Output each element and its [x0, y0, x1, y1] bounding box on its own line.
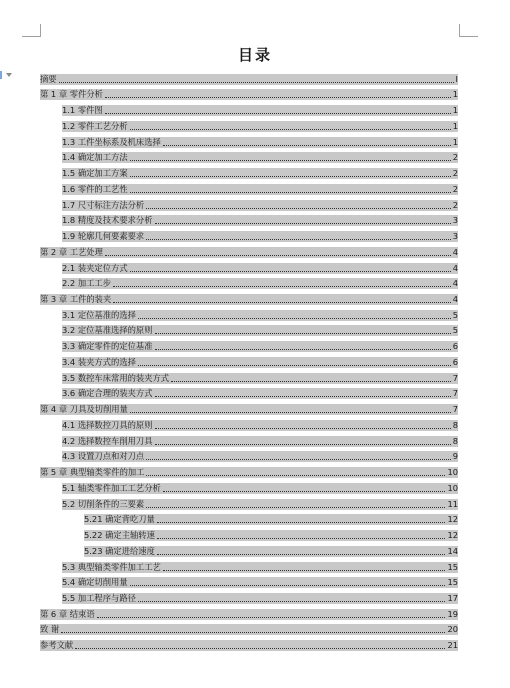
toc-dot-leader: [170, 373, 452, 384]
toc-dot-leader: [154, 215, 452, 226]
toc-entry[interactable]: [40, 399, 458, 415]
toc-entry-label: 3.3 确定零件的定位基准: [62, 341, 153, 352]
toc-page-number: 14: [447, 545, 458, 556]
toc-entry[interactable]: [40, 305, 458, 321]
toc-entry[interactable]: [40, 226, 458, 242]
toc-entry[interactable]: [40, 620, 458, 636]
toc-entry-label: 1.8 精度及技术要求分析: [62, 215, 153, 226]
toc-field-shading: [62, 325, 458, 336]
toc-field-shading: [62, 105, 458, 116]
toc-entry-label: 致 谢: [40, 624, 60, 635]
toc-field-shading: [62, 577, 458, 588]
toc-dot-leader: [162, 483, 447, 494]
toc-page-number: 3: [452, 215, 458, 226]
toc-entry-label: 1.4 确定加工方法: [62, 152, 128, 163]
toc-entry[interactable]: [40, 478, 458, 494]
toc-page-number: I: [455, 73, 458, 84]
toc-dot-leader: [145, 231, 452, 242]
toc-page-number: 10: [447, 467, 458, 478]
toc-dot-leader: [145, 467, 446, 478]
toc-entry-label: 1.3 工件坐标系及机床选择: [62, 136, 161, 147]
toc-entry-label: 5.2 切削条件的三要素: [62, 498, 145, 509]
toc-field-shading: [62, 420, 458, 431]
toc-entry[interactable]: [40, 116, 458, 132]
toc-entry[interactable]: [40, 635, 458, 651]
toc-entry-label: 3.2 定位基准选择的原则: [62, 325, 153, 336]
toc-entry[interactable]: [40, 100, 458, 116]
toc-dot-leader: [129, 168, 452, 179]
toc-field-shading: [40, 609, 458, 620]
toc-page-number: 2: [452, 199, 458, 210]
toc-page-number: 2: [452, 168, 458, 179]
toc-field-shading: [62, 388, 458, 399]
toc-dot-leader: [145, 451, 452, 462]
toc-field-shading: [40, 640, 458, 651]
toc-dot-leader: [112, 294, 451, 305]
toc-field-shading: [84, 530, 458, 541]
toc-entry-label: 1.6 零件的工艺性: [62, 183, 128, 194]
toc-page-number: 8: [452, 435, 458, 446]
toc-entry[interactable]: [40, 541, 458, 557]
toc-entry[interactable]: [40, 415, 458, 431]
toc-dot-leader: [112, 278, 452, 289]
toc-entry-label: 1.5 确定加工方案: [62, 168, 128, 179]
toc-field-shading: [40, 294, 458, 305]
toc-entry[interactable]: [40, 321, 458, 337]
toc-field-shading: [62, 562, 458, 573]
toc-field-shading: [40, 624, 458, 635]
toc-page-number: 1: [452, 136, 458, 147]
toc-entry[interactable]: [40, 557, 458, 573]
toc-dot-leader: [104, 105, 452, 116]
toc-page-number: 3: [452, 231, 458, 242]
toc-dot-leader: [145, 200, 452, 211]
toc-field-shading: [62, 152, 458, 163]
toc-dot-leader: [154, 420, 452, 431]
toc-dot-leader: [154, 341, 452, 352]
toc-page-number: 12: [447, 530, 458, 541]
toc-entry-label: 2.2 加工工步: [62, 278, 112, 289]
toc-entry-label: 5.21 确定背吃刀量: [84, 514, 155, 525]
toc-dot-leader: [154, 436, 452, 447]
toc-entry[interactable]: [40, 336, 458, 352]
toc-page-number: 5: [452, 325, 458, 336]
toc-page-number: 7: [452, 372, 458, 383]
toc-dot-leader: [129, 152, 452, 163]
toc-entry-label: 1.9 轮廓几何要素要求: [62, 231, 145, 242]
toc-field-shading: [84, 546, 458, 557]
toc-dot-leader: [145, 499, 446, 510]
toc-entry[interactable]: [40, 195, 458, 211]
toc-entry-label: 3.4 装夹方式的选择: [62, 356, 136, 367]
toc-entry[interactable]: [40, 368, 458, 384]
toc-page-number: 4: [452, 262, 458, 273]
toc-page-number: 4: [452, 246, 458, 257]
toc-entry-label: 4.1 选择数控刀具的原则: [62, 419, 153, 430]
toc-page-number: 20: [447, 624, 458, 635]
toc-entry-label: 4.3 设置刀点和对刀点: [62, 451, 145, 462]
toc-dot-leader: [162, 137, 452, 148]
toc-dot-leader: [154, 388, 452, 399]
toc-entry[interactable]: [40, 604, 458, 620]
toc-entry[interactable]: [40, 258, 458, 274]
toc-page-number: 5: [452, 309, 458, 320]
toc-field-shading: [62, 593, 458, 604]
toc-entry-label: 5.5 加工程序与路径: [62, 592, 136, 603]
toc-field-shading: [40, 404, 458, 415]
toc-entry[interactable]: [40, 274, 458, 290]
toc-page-number: 8: [452, 419, 458, 430]
toc-page-number: 6: [452, 356, 458, 367]
toc-field-shading: [62, 184, 458, 195]
crop-mark-top-left: [22, 24, 41, 37]
toc-dot-leader: [129, 404, 452, 415]
toc-field-shading: [62, 483, 458, 494]
toc-entry-label: 5.4 确定切削用量: [62, 577, 128, 588]
toc-entry[interactable]: [40, 352, 458, 368]
toc-dot-leader: [129, 184, 452, 195]
toc-entry-label: 1.7 尺寸标注方法分析: [62, 199, 145, 210]
toc-entry[interactable]: [40, 211, 458, 227]
toc-page-number: 15: [447, 561, 458, 572]
toc-page-number: 7: [452, 404, 458, 415]
toc-entry[interactable]: [40, 525, 458, 541]
toc-entry[interactable]: [40, 69, 458, 85]
toc-page-number: 1: [452, 105, 458, 116]
toc-page-number: 6: [452, 341, 458, 352]
toc-entry[interactable]: [40, 289, 458, 305]
crop-mark-top-right: [459, 24, 478, 37]
toc-entry-label: 第 5 章 典型轴类零件的加工: [40, 467, 145, 478]
toc-entry[interactable]: [40, 148, 458, 164]
toc-entry[interactable]: [40, 494, 458, 510]
toc-field-shading: [62, 310, 458, 321]
toc-dot-leader: [129, 263, 452, 274]
toc-entry[interactable]: [40, 384, 458, 400]
toc-field-shading: [62, 357, 458, 368]
toc-field-shading: [62, 436, 458, 447]
toc-field-shading: [62, 278, 458, 289]
toc-field-shading: [40, 467, 458, 478]
toc-entry[interactable]: [40, 431, 458, 447]
toc-page-number: 21: [447, 640, 458, 651]
toc-dot-leader: [137, 357, 452, 368]
toc-field-shading: [62, 121, 458, 132]
toc-entry-label: 第 2 章 工艺处理: [40, 246, 103, 257]
toc-dot-leader: [129, 121, 452, 132]
toc-page-number: 4: [452, 278, 458, 289]
toc-entry-label: 第 6 章 结束语: [40, 608, 95, 619]
toc-entry-label: 4.2 选择数控车削用刀具: [62, 435, 153, 446]
toc-field-shading: [62, 215, 458, 226]
toc-page-number: 2: [452, 152, 458, 163]
toc-page-number: 7: [452, 388, 458, 399]
toc-dot-leader: [129, 577, 447, 588]
toc-entry[interactable]: [40, 132, 458, 148]
toc-entry-label: 3.5 数控车床常用的装夹方式: [62, 372, 170, 383]
toc-entry-label: 5.1 轴类零件加工工艺分析: [62, 482, 161, 493]
toc-dot-leader: [104, 247, 452, 258]
toc-dot-leader: [104, 89, 452, 100]
toc-field-shading: [40, 247, 458, 258]
toc-page-number: 11: [447, 498, 458, 509]
toc-field-shading: [84, 514, 458, 525]
toc-dot-leader: [162, 562, 447, 573]
toc-page-number: 1: [452, 120, 458, 131]
toc-field-shading: [62, 200, 458, 211]
toc-dot-leader: [156, 514, 447, 525]
toc-field-shading: [40, 74, 458, 85]
toc-entry[interactable]: [40, 447, 458, 463]
toc-page-number: 4: [452, 294, 458, 305]
toc-entry-label: 1.1 零件图: [62, 105, 103, 116]
toc-entry-label: 第 1 章 零件分析: [40, 89, 103, 100]
toc-entry-label: 5.22 确定主轴转速: [84, 530, 155, 541]
toc-entry-label: 第 3 章 工件的装夹: [40, 294, 112, 305]
toc-entry[interactable]: [40, 462, 458, 478]
toc-field-shading: [62, 263, 458, 274]
toc-dot-leader: [137, 310, 452, 321]
toc-entry-label: 5.3 典型轴类零件加工工艺: [62, 561, 161, 572]
toc-entry-label: 5.23 确定进给速度: [84, 545, 155, 556]
toc-dot-leader: [137, 593, 447, 604]
toc-field-shading: [40, 89, 458, 100]
toc-page-number: 10: [447, 482, 458, 493]
toc-field-shading: [62, 231, 458, 242]
toc-field-shading: [62, 137, 458, 148]
toc-entry[interactable]: [40, 510, 458, 526]
table-of-contents: [40, 69, 458, 651]
toc-page-number: 2: [452, 183, 458, 194]
toc-page-number: 17: [447, 592, 458, 603]
toc-field-shading: [62, 499, 458, 510]
toc-entry-label: 3.1 定位基准的选择: [62, 309, 136, 320]
toc-entry[interactable]: [40, 85, 458, 101]
toc-field-shading: [62, 341, 458, 352]
toc-dot-leader: [96, 609, 447, 620]
toc-entry-label: 2.1 装夹定位方式: [62, 262, 128, 273]
toc-entry[interactable]: [40, 163, 458, 179]
toc-title: 目录: [237, 46, 272, 64]
toc-page-number: 15: [447, 577, 458, 588]
toc-entry[interactable]: [40, 588, 458, 604]
toc-field-shading: [62, 451, 458, 462]
toc-entry[interactable]: [40, 242, 458, 258]
toc-entry[interactable]: [40, 179, 458, 195]
toc-page-number: 1: [452, 89, 458, 100]
toc-entry-label: 摘要: [40, 73, 57, 84]
toc-page-number: 19: [447, 608, 458, 619]
toc-dot-leader: [74, 640, 446, 651]
toc-dot-leader: [154, 325, 452, 336]
toc-field-shading: [62, 373, 458, 384]
toc-entry-label: 1.2 零件工艺分析: [62, 120, 128, 131]
toc-dot-leader: [156, 530, 447, 541]
toc-dot-leader: [58, 74, 455, 85]
toc-field-shading: [62, 168, 458, 179]
toc-entry[interactable]: [40, 573, 458, 589]
heading-collapse-icon[interactable]: [0, 70, 14, 80]
toc-entry-label: 第 4 章 刀具及切削用量: [40, 404, 128, 415]
toc-dot-leader: [156, 546, 447, 557]
toc-page-number: 9: [452, 451, 458, 462]
toc-entry-label: 3.6 确定合理的装夹方式: [62, 388, 153, 399]
toc-dot-leader: [60, 624, 446, 635]
toc-entry-label: 参考文献: [40, 640, 74, 651]
toc-page-number: 12: [447, 514, 458, 525]
